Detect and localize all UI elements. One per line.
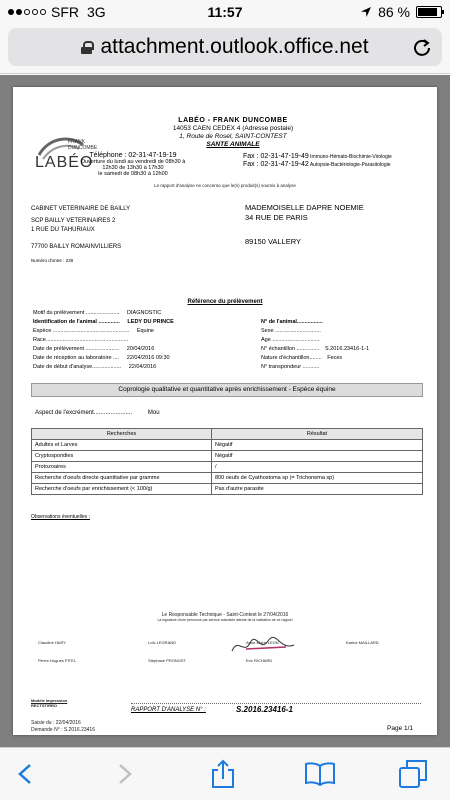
location-icon — [360, 6, 372, 18]
table-row: Protozoaires / — [32, 462, 423, 473]
report-notice: Le rapport d'analyse ne concerne que le(s) produit(s) soumis à analyse — [154, 183, 296, 188]
column-header: Résultat — [212, 429, 423, 440]
battery-percent: 86 % — [378, 4, 410, 20]
report-label: RAPPORT D'ANALYSE N° : — [131, 707, 206, 713]
forward-icon[interactable] — [114, 763, 134, 785]
recipient-address: MADEMOISELLE DAPRE NOEMIE 34 RUE DE PARIS 89150 VALLERY — [245, 203, 364, 246]
signal-strength-icon — [8, 9, 46, 15]
report-number: S.2016.23416-1 — [236, 705, 293, 714]
footer-dates: Saisie du : 22/04/2016 Demande N° : S.2016.23416 — [31, 720, 95, 733]
analysis-title: Coprologie qualitative et quantitative après enrichissement - Espèce équine — [31, 383, 423, 397]
signatory-name: Eric RICHARD — [246, 658, 273, 663]
share-icon[interactable] — [210, 759, 236, 789]
clock: 11:57 — [207, 4, 243, 20]
tabs-icon[interactable] — [398, 759, 428, 789]
carrier-name: SFR — [51, 4, 79, 20]
reference-left: Motif du prélèvement ...................... DIAGNOSTIC Identification de l'animal .............. LEDY DU PRINCE Espèce .................................................. Equine Race...................................................... Date de prélèvement ...................... 20/04/2016 Date de réception au laboratoire .... 22/04/2016 09:30 Date de début d'analyse................... 22/04/2016 — [33, 310, 174, 370]
column-header: Recherches — [32, 429, 212, 440]
sender-address: CABINET VETERINAIRE DE BAILLY SCP BAILLY VETERINAIRES 2 1 RUE DU TAHURIAUX 77700 BAILLY ROMAINVILLIERS Numéro d'ontre : 239 — [31, 206, 131, 263]
battery-icon — [416, 6, 442, 18]
logo-subtitle: FRANK DUNCOMBE — [68, 139, 98, 151]
signatory-name: Anne-Marie LEON — [246, 640, 279, 645]
back-icon[interactable] — [16, 763, 36, 785]
page-number: Page 1/1 — [387, 725, 414, 732]
table-row: Recherche d'oeufs directe quantitative par gramme 800 oeufs de Cyathostoma sp (= Trichonema sp) — [32, 473, 423, 484]
reload-icon[interactable] — [412, 37, 432, 57]
observations-label: Observations éventuelles : — [31, 514, 90, 520]
url-text: attachment.outlook.office.net — [100, 35, 369, 58]
document-page — [13, 87, 437, 735]
reference-right: N° de l'animal................. Sexe .............................. Age ............................... N° échantillon ............... S.2016.23416-1-1 Nature d'échantillon........ Feces N° transpondeur ........... — [261, 319, 370, 370]
lab-fax: Fax : 02-31-47-19-49 Immuno-Hémato-Biochimie-Virologie Fax : 02-31-47-19-42 Autopsie-Bactériologie-Parasitologie — [243, 153, 392, 168]
reference-title: Référence du prélèvement — [187, 299, 263, 305]
lab-header: LABÉO - FRANK DUNCOMBE 14053 CAEN CEDEX 4 (Adresse postale) 1, Route de Rosel, SAINT-CONTEST SANTE ANIMALE — [172, 117, 294, 148]
signatory-name: Pierre-Hugues PITEL — [38, 658, 77, 663]
bookmarks-icon[interactable] — [304, 762, 336, 786]
table-row: Cryptosporidies Négatif — [32, 451, 423, 462]
status-bar — [0, 0, 450, 24]
signature-icon — [228, 635, 298, 657]
lab-phone: Téléphone : 02-31-47-19-19 Ouverture du lundi au vendredi de 08h30 à 12h30 de 13h30 à 17h30 le samedi de 08h30 à 12h00 — [80, 152, 186, 177]
pdf-viewport[interactable] — [0, 75, 450, 747]
table-row: Adultes et Larves Négatif — [32, 440, 423, 451]
lock-icon — [81, 41, 92, 54]
signature-note: La signature d'une personne par service autorisée atteste de la validation de ce rapport — [157, 618, 293, 622]
network-type: 3G — [87, 4, 106, 20]
logo-text: LABÉO — [35, 154, 94, 171]
stool-aspect: Aspect de l'excrément....................... Mou — [35, 410, 160, 416]
browser-toolbar — [0, 24, 450, 74]
signatory-name: Stéphane PRONOST — [148, 658, 187, 663]
bottom-toolbar — [0, 747, 450, 800]
address-bar[interactable] — [8, 28, 442, 66]
signatory-name: Claudine HARY — [38, 640, 66, 645]
print-model: Modèle Impression RECTSTIRRO — [31, 698, 68, 708]
responsible-line: Le Responsable Technique - Saint-Contest le 27/04/2016 — [161, 612, 289, 618]
table-row: Recherche d'oeufs par enrichissement (< 100/g) Pas d'autre parasite — [32, 484, 423, 495]
signatory-name: Loïc LEGRAND — [148, 640, 177, 645]
signatory-name: Karine MAILLARD — [346, 640, 379, 645]
footer-divider — [131, 703, 421, 704]
results-table — [31, 428, 423, 495]
